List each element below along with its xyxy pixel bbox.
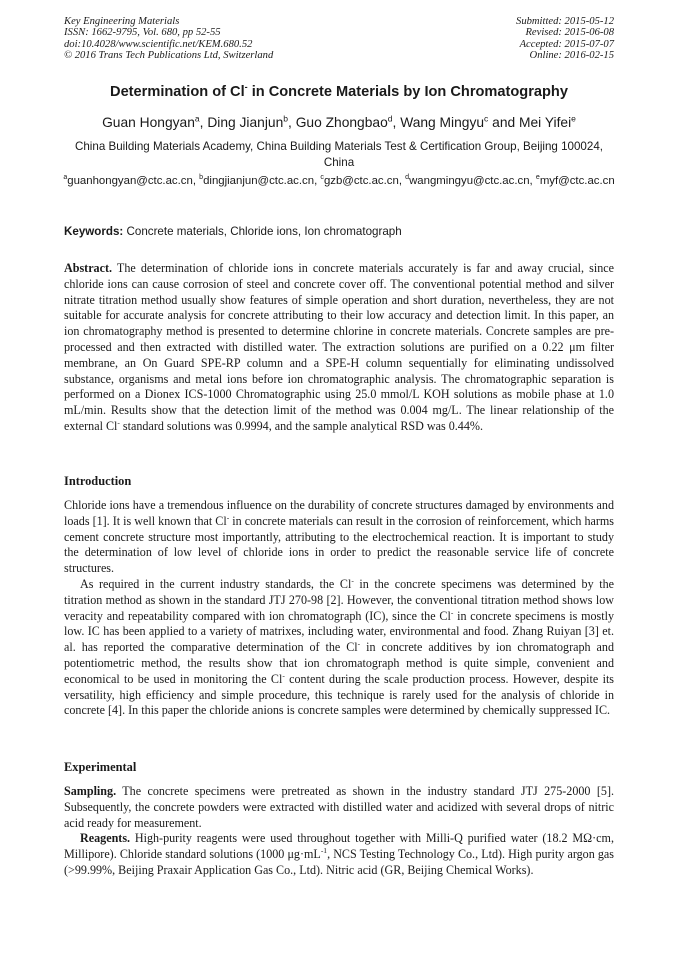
superscript: -1 (320, 846, 328, 856)
author-name: Guan Hongyan (102, 115, 195, 130)
keywords (64, 224, 614, 239)
title-superscript: - (244, 82, 248, 93)
email-mark: e (535, 174, 540, 182)
keywords-text: Concrete materials, Chloride ions, Ion chromatograph (123, 225, 402, 238)
abstract-text-end: standard solutions was 0.9994, and the sample analytical RSD was 0.44%. (119, 418, 483, 433)
introduction-section (64, 498, 614, 719)
author-name: Mei Yifei (519, 115, 572, 130)
email-mark: a (63, 174, 68, 182)
journal-name: Key Engineering Materials (64, 16, 180, 27)
sampling-label: Sampling. (64, 784, 117, 798)
author-conjunction: and (488, 115, 519, 130)
author-affil-mark: b (283, 113, 289, 124)
introduction-heading: Introduction (64, 474, 132, 488)
sampling-paragraph (64, 784, 614, 831)
text-run: in concrete specimens is mostly low. IC has been applied to a variety of matrixes, including water, environmental and food. Zhang Ruiyan [3] et. al. has reported the comparative determination of the Cl (64, 608, 614, 655)
email-address: wangmingyu@ctc.ac.cn (409, 175, 530, 187)
date-accepted: Accepted: 2015-07-07 (519, 38, 614, 50)
text-run: High-purity reagents were used throughout together with Milli-Q purified water (18.2 MΩ·cm, Millipore). Chloride standard solutions (1000 μg·mL (64, 831, 614, 862)
journal-info (64, 16, 273, 62)
superscript: - (357, 639, 361, 649)
publication-dates (516, 16, 614, 62)
text-run: content during the scale production process. However, despite its versatility, high efficiency and simple procedure, this technique is rarely used for the analysis of chloride in concrete [4]. In this paper the chloride anions is concrete samples were determined by chemically suppressed IC. (64, 671, 615, 718)
title-text-pre: Determination of Cl (110, 84, 245, 100)
email-mark: d (405, 174, 410, 182)
abstract-text: The determination of chloride ions in concrete materials accurately is far and away crucial, since chloride ions can cause corrosion of steel and concrete cover off. The conventional potential method and silver nitrate titration method usually show features of simple operation and short duration, nevertheless, they are not suitable for accurate analysis for concrete attributing to their low accuracy and detection limit. In this paper, an ion chromatography method is presented to determine chlorine in concrete materials. Concrete samples are pre-processed and then extracted with distilled water. The extraction solutions are purified on a 0.22 μm filter membrane, an On Guard SPE-RP column and a SPE-H column sequentially for eliminating undissolved substance, organisms and metal ions before ion chromatographic analysis. The chromatographic separation is performed on a Dionex ICS-1000 Chromatographic using 25.0 mmol/L KOH solutions as mobile phase at 1.0 mL/min. Results show that the detection limit of the method was 0.004 mg/L. The linear relationship of the external Cl (64, 261, 614, 433)
experimental-section (64, 784, 614, 879)
text-run: As required in the current industry standards, the Cl (80, 576, 352, 591)
affiliation: China Building Materials Academy, China Building Materials Test & Certification Group, Beijing 100024, China (74, 140, 603, 169)
author-separator: , (288, 115, 296, 130)
superscript: - (226, 512, 230, 522)
superscript: - (351, 575, 354, 585)
title-text-post: in Concrete Materials by Ion Chromatography (247, 84, 568, 100)
author-separator: , (199, 115, 208, 130)
text-run: The concrete specimens were pretreated as shown in the industry standard JTJ 275-2000 [5]. Subsequently, the concrete powders were extracted with distilled water and acidized with several drops of nitric acid ready for measurement. (64, 784, 614, 830)
email-address: guanhongyan@ctc.ac.cn (67, 175, 193, 187)
author-emails: $^a$guanhongyan@ctc.ac.cn, $^b$dingjianjun@ctc.ac.cn, $^c$gzb@ctc.ac.cn, $^d$wangmingyu@ctc.ac.cn, $^e$myf@ctc.ac.cn (63, 174, 615, 187)
paper-title (40, 83, 638, 101)
author-name: Ding Jianjun (207, 115, 284, 130)
email-mark: b (199, 174, 204, 182)
text-run: in concrete additives by ion chromatograph and potentiometric method, the results show that ion chromatograph method is quite simple, convenient and economical to be used in monitoring the Cl (64, 640, 614, 686)
email-mark: c (320, 174, 324, 182)
author-name: Wang Mingyu (400, 115, 485, 130)
journal-issn: ISSN: 1662-9795, Vol. 680, pp 52-55 (64, 27, 221, 39)
superscript: - (450, 607, 454, 617)
superscript: - (282, 670, 285, 680)
author-affil-mark: e (571, 113, 576, 124)
date-submitted: Submitted: 2015-05-12 (516, 16, 614, 27)
email-address: myf@ctc.ac.cn (539, 175, 615, 187)
abstract-superscript: - (117, 417, 120, 427)
journal-copyright: © 2016 Trans Tech Publications Ltd, Switzerland (64, 50, 274, 62)
author-affil-mark: d (387, 113, 393, 124)
journal-doi: doi:10.4028/www.scientific.net/KEM.680.52 (64, 38, 253, 50)
abstract-label: Abstract. (64, 261, 113, 275)
email-address: dingjianjun@ctc.ac.cn (203, 175, 315, 187)
author-list (30, 114, 648, 132)
abstract (64, 261, 614, 435)
keywords-label: Keywords: (64, 225, 124, 238)
email-address: gzb@ctc.ac.cn (323, 175, 399, 187)
introduction-paragraph-1 (64, 498, 614, 577)
introduction-paragraph-2 (64, 577, 614, 719)
author-affil-mark: a (194, 113, 200, 124)
text-run: in the concrete specimens was determined by the titration method as shown in the standard JTJ 270-98 [2]. However, the conventional titration method shows low veracity and repeatability compared with ion chromatograph (IC), since the Cl (64, 576, 614, 623)
author-affil-mark: c (484, 113, 489, 124)
author-name: Guo Zhongbao (295, 115, 388, 130)
text-run: , NCS Testing Technology Co., Ltd). High purity argon gas (>99.99%, Beijing Praxair Application Gas Co., Ltd). Nitric acid (GR, Beijing Chemical Works). (64, 847, 614, 877)
experimental-heading: Experimental (64, 760, 137, 774)
author-separator: , (392, 115, 401, 130)
text-run: Chloride ions have a tremendous influence on the durability of concrete structures damaged by environments and loads [1]. It is well known that Cl (64, 498, 614, 528)
reagents-label: Reagents. (80, 831, 131, 846)
reagents-paragraph (64, 831, 614, 878)
date-online: Online: 2016-02-15 (529, 50, 614, 62)
text-run: in concrete materials can result in the corrosion of reinforcement, which harms cement concrete structure most importantly, attributing to the electrochemical reaction. It is important to study the determination of low level of chloride ions in order to predict the reasonable service life of concrete structures. (64, 513, 614, 576)
date-revised: Revised: 2015-06-08 (525, 27, 614, 39)
